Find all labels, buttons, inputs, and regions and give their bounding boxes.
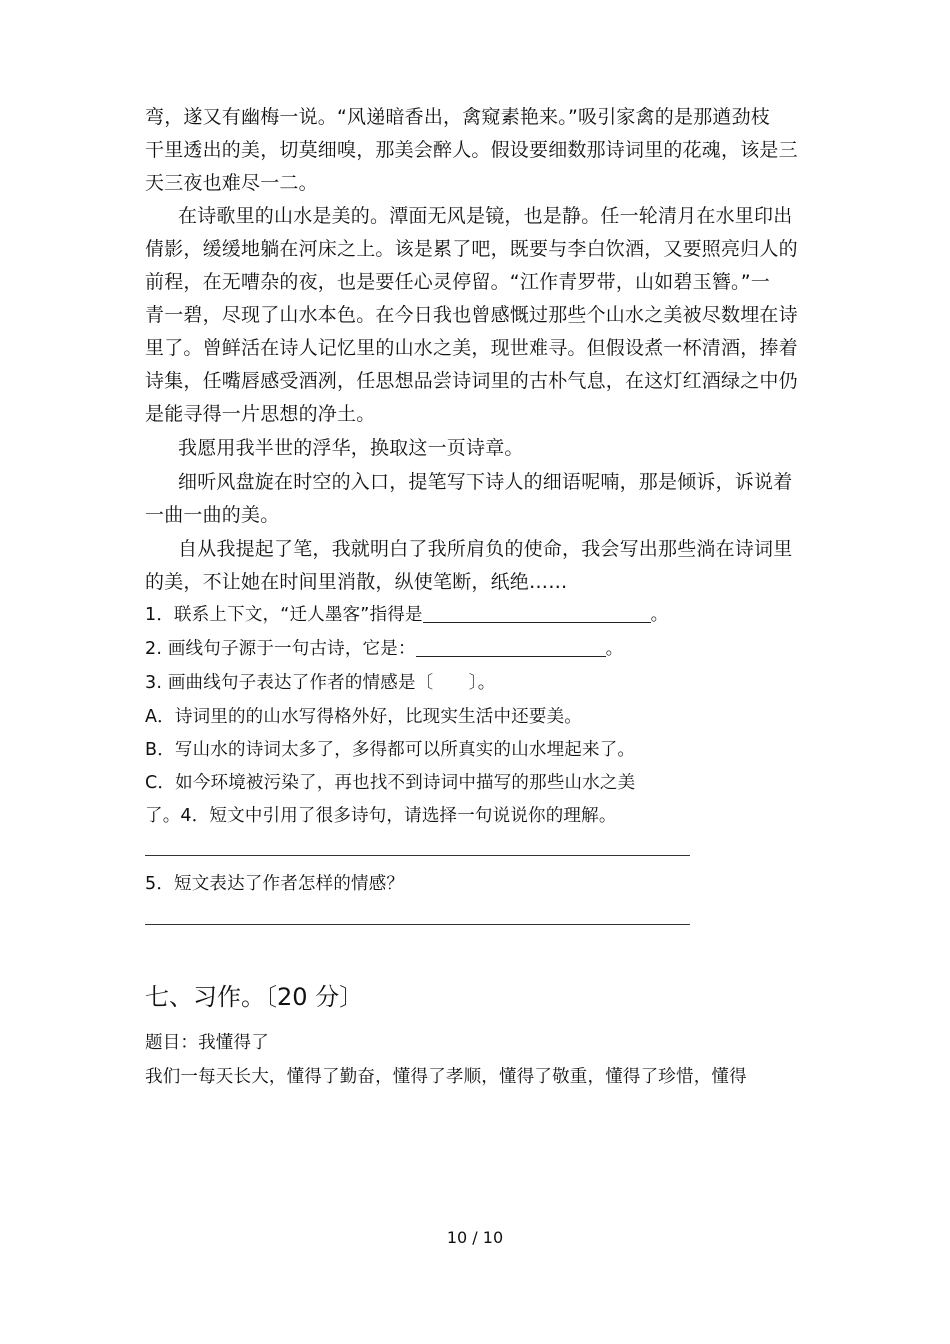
essay-topic: 题目：我懂得了 bbox=[145, 1033, 269, 1053]
answer-blank-2[interactable] bbox=[416, 638, 606, 657]
passage-line: 诗集，任嘴唇感受酒冽，任思想品尝诗词里的古朴气息，在这灯红酒绿之中仍 bbox=[145, 370, 798, 392]
passage-line: 一曲一曲的美。 bbox=[145, 504, 280, 526]
answer-blank-1[interactable] bbox=[423, 604, 651, 623]
passage-line: 青一碧，尽现了山水本色。在今日我也曾感慨过那些个山水之美被尽数埋在诗 bbox=[145, 304, 798, 326]
passage-line: 倩影，缓缓地躺在河床之上。该是累了吧，既要与李白饮酒，又要照亮归人的 bbox=[145, 238, 798, 260]
question-5: 5．短文表达了作者怎样的情感？ bbox=[145, 874, 405, 894]
essay-prompt: 我们一每天长大，懂得了勤奋，懂得了孝顺，懂得了敬重，懂得了珍惜，懂得 bbox=[145, 1067, 747, 1087]
option-b: B．写山水的诗词太多了，多得都可以所真实的山水埋起来了。 bbox=[145, 740, 636, 760]
option-a: A．诗词里的的山水写得格外好，比现实生活中还要美。 bbox=[145, 707, 582, 727]
passage-line: 我愿用我半世的浮华，换取这一页诗章。 bbox=[178, 437, 524, 459]
question-1 bbox=[145, 603, 668, 627]
page-number: 10 / 10 bbox=[446, 1228, 504, 1247]
question-1-text: 1．联系上下文，“迁人墨客”指得是 bbox=[145, 605, 423, 625]
passage-line: 在诗歌里的山水是美的。潭面无风是镜，也是静。任一轮清月在水里印出 bbox=[178, 205, 793, 227]
question-2 bbox=[145, 637, 623, 661]
passage-line: 细听风盘旋在时空的入口，提笔写下诗人的细语呢喃，那是倾诉，诉说着 bbox=[178, 471, 793, 493]
passage-line: 天三夜也难尽一二。 bbox=[145, 172, 318, 194]
passage-line: 弯，遂又有幽梅一说。“风递暗香出，禽窥素艳来。”吸引家禽的是那遒劲枝 bbox=[145, 106, 770, 128]
passage-line: 是能寻得一片思想的净土。 bbox=[145, 403, 376, 425]
option-c: C．如今环境被污染了，再也找不到诗词中描写的那些山水之美 bbox=[145, 773, 636, 793]
option-c-continued-question-4: 了。4．短文中引用了很多诗句，请选择一句说说你的理解。 bbox=[145, 806, 617, 826]
question-2-text: 2. 画线句子源于一句古诗，它是： bbox=[145, 639, 416, 659]
passage-line: 的美，不让她在时间里消散，纵使笔断，纸绝…… bbox=[145, 571, 568, 593]
passage-line: 自从我提起了笔，我就明白了我所肩负的使命，我会写出那些淌在诗词里 bbox=[178, 538, 793, 560]
answer-line-4[interactable] bbox=[145, 855, 690, 856]
question-2-end: 。 bbox=[605, 639, 624, 659]
section-heading: 七、习作。〔20 分〕 bbox=[145, 983, 364, 1011]
question-1-end: 。 bbox=[650, 605, 669, 625]
passage-line: 里了。曾鲜活在诗人记忆里的山水之美，现世难寻。但假设煮一杯清酒，捧着 bbox=[145, 337, 798, 359]
question-3: 3. 画曲线句子表达了作者的情感是〔 〕。 bbox=[145, 673, 496, 693]
passage-line: 干里透出的美，切莫细嗅，那美会醉人。假设要细数那诗词里的花魂，该是三 bbox=[145, 139, 798, 161]
passage-line: 前程，在无嘈杂的夜，也是要任心灵停留。“江作青罗带，山如碧玉簪。”一 bbox=[145, 271, 770, 293]
answer-line-5[interactable] bbox=[145, 924, 690, 925]
